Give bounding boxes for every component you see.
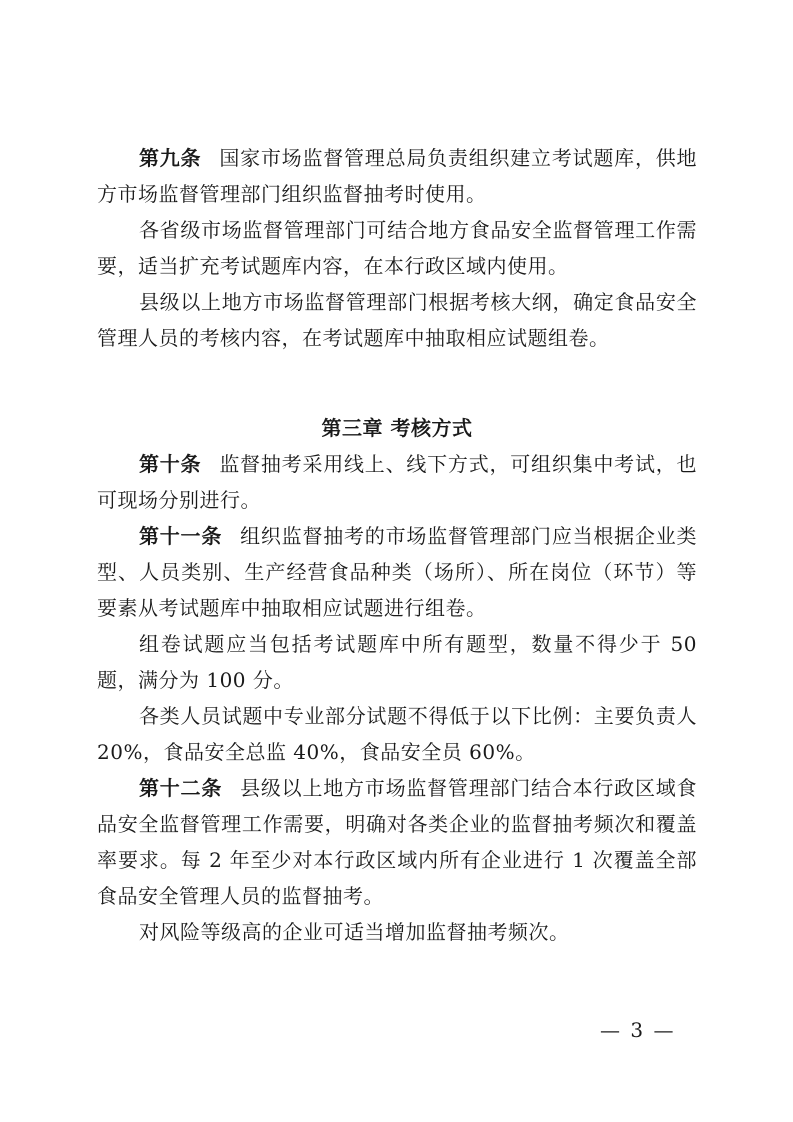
article-9-label: 第九条: [139, 146, 202, 170]
article-11-text: 组织监督抽考的市场监督管理部门应当根据企业类型、人员类别、生产经营食品种类（场所）、所在岗位（环节）等要素从考试题库中抽取相应试题进行组卷。: [97, 524, 698, 620]
paragraph: 对风险等级高的企业可适当增加监督抽考频次。: [139, 920, 570, 944]
article-10: [97, 446, 697, 518]
document-body: [97, 140, 697, 950]
paragraph: 组卷试题应当包括考试题库中所有题型，数量不得少于 50 题，满分为 100 分。: [97, 632, 697, 692]
paragraph: 各省级市场监督管理部门可结合地方食品安全监督管理工作需要，适当扩充考试题库内容，在本行政区域内使用。: [97, 218, 697, 278]
article-12-text: 县级以上地方市场监督管理部门结合本行政区域食品安全监督管理工作需要，明确对各类企业的监督抽考频次和覆盖率要求。每 2 年至少对本行政区域内所有企业进行 1 次覆盖全部食品安全管理人员的监督抽考。: [97, 776, 698, 908]
paragraph: 县级以上地方市场监督管理部门根据考核大纲，确定食品安全管理人员的考核内容，在考试题库中抽取相应试题组卷。: [97, 290, 697, 350]
article-10-label: 第十条: [139, 452, 202, 476]
article-10-text: 监督抽考采用线上、线下方式，可组织集中考试，也可现场分别进行。: [97, 452, 698, 512]
chapter-title: 第三章 考核方式: [321, 416, 473, 440]
article-12: [97, 770, 697, 914]
article-12-label: 第十二条: [139, 776, 223, 800]
article-9-text: 国家市场监督管理总局负责组织建立考试题库，供地方市场监督管理部门组织监督抽考时使用。: [97, 146, 698, 206]
article-9: [97, 140, 697, 212]
article-11-label: 第十一条: [139, 524, 223, 548]
page-number: — 3 —: [600, 1018, 676, 1042]
article-11: [97, 518, 697, 626]
paragraph: 各类人员试题中专业部分试题不得低于以下比例：主要负责人 20%，食品安全总监 40%，食品安全员 60%。: [97, 704, 697, 764]
